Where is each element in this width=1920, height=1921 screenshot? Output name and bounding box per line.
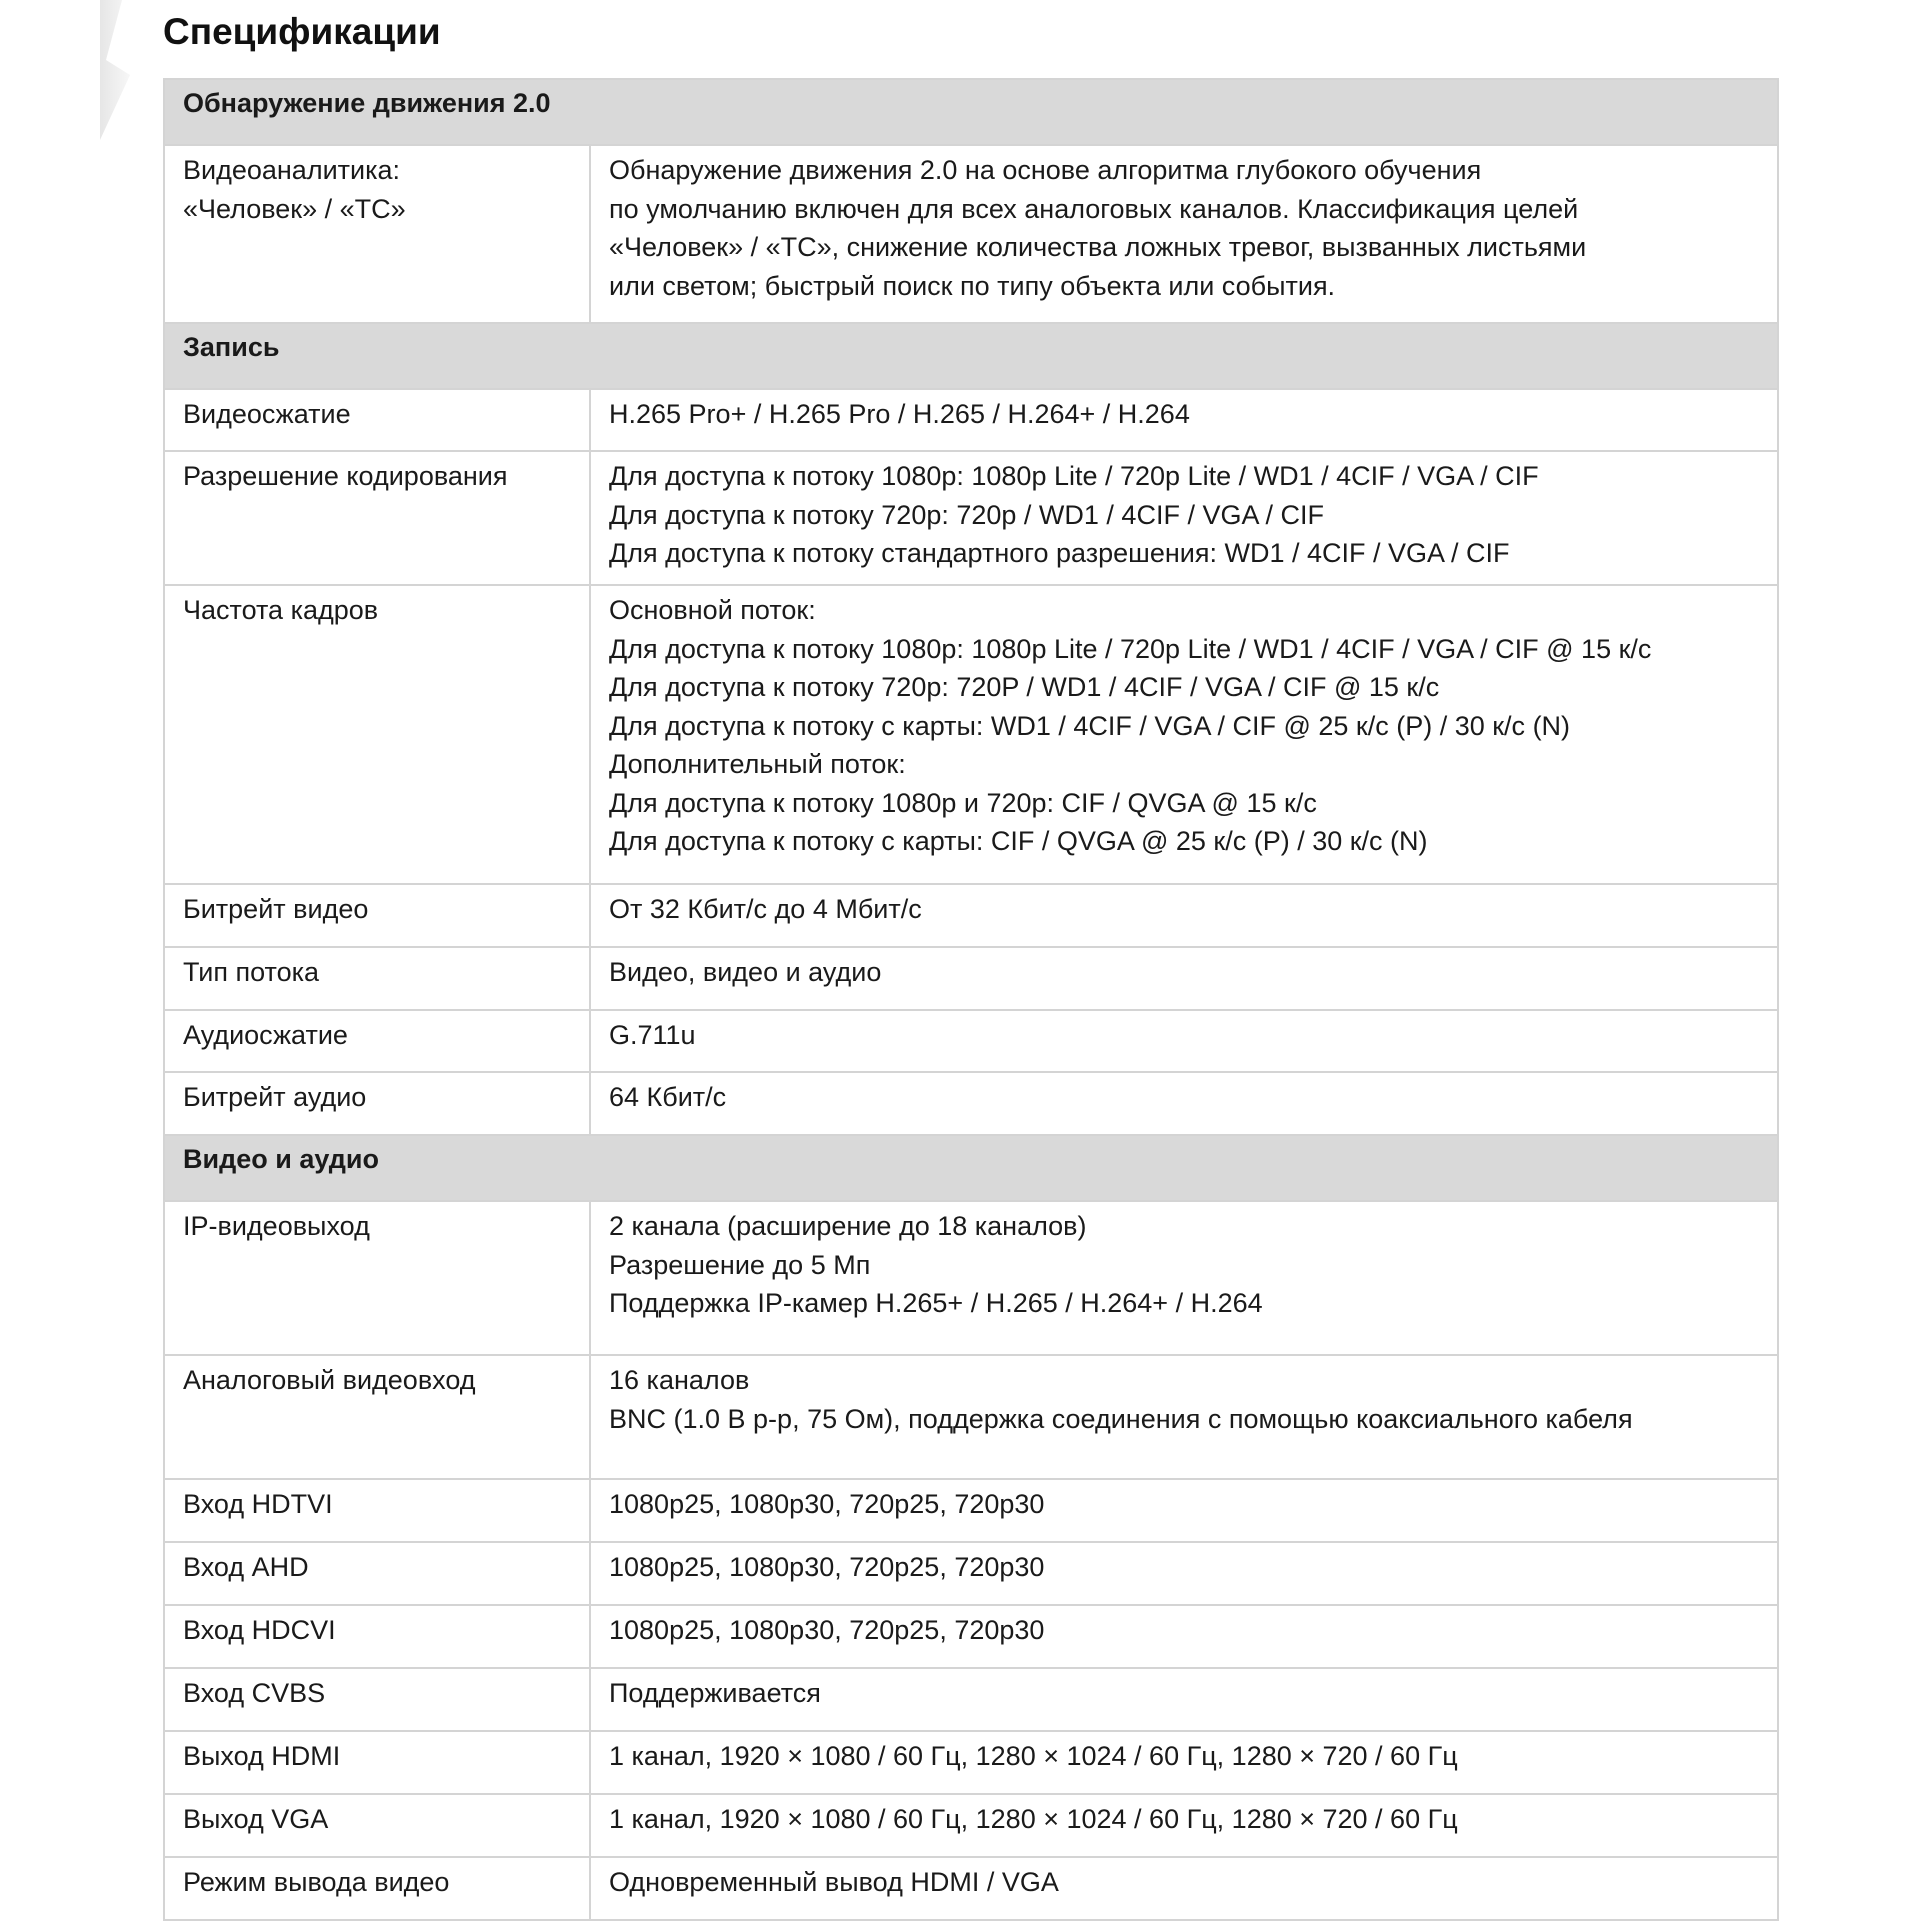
spec-value: 16 каналов BNC (1.0 В р-р, 75 Ом), поддержка соединения с помощью коаксиального кабеля bbox=[590, 1355, 1778, 1479]
spec-label: Битрейт видео bbox=[164, 884, 590, 947]
section-header-video-audio bbox=[164, 1135, 1778, 1201]
spec-row-encoding-resolution bbox=[164, 451, 1778, 585]
spec-label: Вход HDCVI bbox=[164, 1605, 590, 1668]
spec-row-ahd-input bbox=[164, 1542, 1778, 1605]
spec-label: Видеосжатие bbox=[164, 389, 590, 451]
spec-row-frame-rate bbox=[164, 585, 1778, 884]
spec-value: 1 канал, 1920 × 1080 / 60 Гц, 1280 × 1024 / 60 Гц, 1280 × 720 / 60 Гц bbox=[590, 1731, 1778, 1794]
spec-value: 1080p25, 1080p30, 720p25, 720p30 bbox=[590, 1479, 1778, 1542]
section-header-motion-detection bbox=[164, 79, 1778, 145]
spec-label: Аналоговый видеовход bbox=[164, 1355, 590, 1479]
spec-row-audio-compression bbox=[164, 1010, 1778, 1072]
spec-label: Видеоаналитика: «Человек» / «ТС» bbox=[164, 145, 590, 323]
spec-value: 1080p25, 1080p30, 720p25, 720p30 bbox=[590, 1542, 1778, 1605]
spec-row-ip-video-output bbox=[164, 1201, 1778, 1355]
spec-row-video-bitrate bbox=[164, 884, 1778, 947]
section-title: Обнаружение движения 2.0 bbox=[164, 79, 1778, 145]
spec-value: Видео, видео и аудио bbox=[590, 947, 1778, 1010]
spec-label: Тип потока bbox=[164, 947, 590, 1010]
spec-label: Режим вывода видео bbox=[164, 1857, 590, 1920]
section-title: Видео и аудио bbox=[164, 1135, 1778, 1201]
spec-label: Частота кадров bbox=[164, 585, 590, 884]
spec-row-hdtvi-input bbox=[164, 1479, 1778, 1542]
spec-label: Вход AHD bbox=[164, 1542, 590, 1605]
section-header-recording bbox=[164, 323, 1778, 389]
spec-table bbox=[163, 78, 1779, 1921]
spec-label: Битрейт аудио bbox=[164, 1072, 590, 1135]
spec-row-audio-bitrate bbox=[164, 1072, 1778, 1135]
spec-value: H.265 Pro+ / H.265 Pro / H.265 / H.264+ / H.264 bbox=[590, 389, 1778, 451]
spec-value: 64 Кбит/с bbox=[590, 1072, 1778, 1135]
corner-decoration bbox=[100, 0, 140, 140]
spec-row-video-compression bbox=[164, 389, 1778, 451]
spec-value: 2 канала (расширение до 18 каналов) Разрешение до 5 Мп Поддержка IP-камер H.265+ / H.265 / H.264+ / H.264 bbox=[590, 1201, 1778, 1355]
spec-value: 1080p25, 1080p30, 720p25, 720p30 bbox=[590, 1605, 1778, 1668]
spec-value: Поддерживается bbox=[590, 1668, 1778, 1731]
spec-value: Для доступа к потоку 1080p: 1080p Lite / 720p Lite / WD1 / 4CIF / VGA / CIF Для доступа к потоку 720p: 720p / WD1 / 4CIF / VGA / CIF Для доступа к потоку стандартного разрешения: WD1 / 4CIF / VGA / CIF bbox=[590, 451, 1778, 585]
spec-label: Выход VGA bbox=[164, 1794, 590, 1857]
spec-value: Одновременный вывод HDMI / VGA bbox=[590, 1857, 1778, 1920]
spec-row-hdmi-output bbox=[164, 1731, 1778, 1794]
spec-row-hdcvi-input bbox=[164, 1605, 1778, 1668]
spec-label: Вход CVBS bbox=[164, 1668, 590, 1731]
spec-row-vga-output bbox=[164, 1794, 1778, 1857]
section-title: Запись bbox=[164, 323, 1778, 389]
spec-row-stream-type bbox=[164, 947, 1778, 1010]
spec-row-analog-video-input bbox=[164, 1355, 1778, 1479]
spec-value: G.711u bbox=[590, 1010, 1778, 1072]
spec-row-video-output-mode bbox=[164, 1857, 1778, 1920]
spec-label: Вход HDTVI bbox=[164, 1479, 590, 1542]
spec-value: Обнаружение движения 2.0 на основе алгоритма глубокого обучения по умолчанию включен для всех аналоговых каналов. Классификация целей «Человек» / «ТС», снижение количества ложных тревог, вызванных листьями или светом; быстрый поиск по типу объекта или события. bbox=[590, 145, 1778, 323]
spec-row-video-analytics bbox=[164, 145, 1778, 323]
spec-label: Аудиосжатие bbox=[164, 1010, 590, 1072]
spec-value: Основной поток: Для доступа к потоку 1080p: 1080p Lite / 720p Lite / WD1 / 4CIF / VGA / CIF @ 15 к/с Для доступа к потоку 720p: 720P / WD1 / 4CIF / VGA / CIF @ 15 к/с Для доступа к потоку с карты: WD1 / 4CIF / VGA / CIF @ 25 к/с (P) / 30 к/с (N) Дополнительный поток: Для доступа к потоку 1080p и 720p: CIF / QVGA @ 15 к/с Для доступа к потоку с карты: CIF / QVGA @ 25 к/с (P) / 30 к/с (N) bbox=[590, 585, 1778, 884]
spec-row-cvbs-input bbox=[164, 1668, 1778, 1731]
page-title: Спецификации bbox=[163, 11, 441, 52]
spec-label: Разрешение кодирования bbox=[164, 451, 590, 585]
spec-value: 1 канал, 1920 × 1080 / 60 Гц, 1280 × 1024 / 60 Гц, 1280 × 720 / 60 Гц bbox=[590, 1794, 1778, 1857]
spec-value: От 32 Кбит/с до 4 Мбит/с bbox=[590, 884, 1778, 947]
spec-label: Выход HDMI bbox=[164, 1731, 590, 1794]
spec-label: IP-видеовыход bbox=[164, 1201, 590, 1355]
